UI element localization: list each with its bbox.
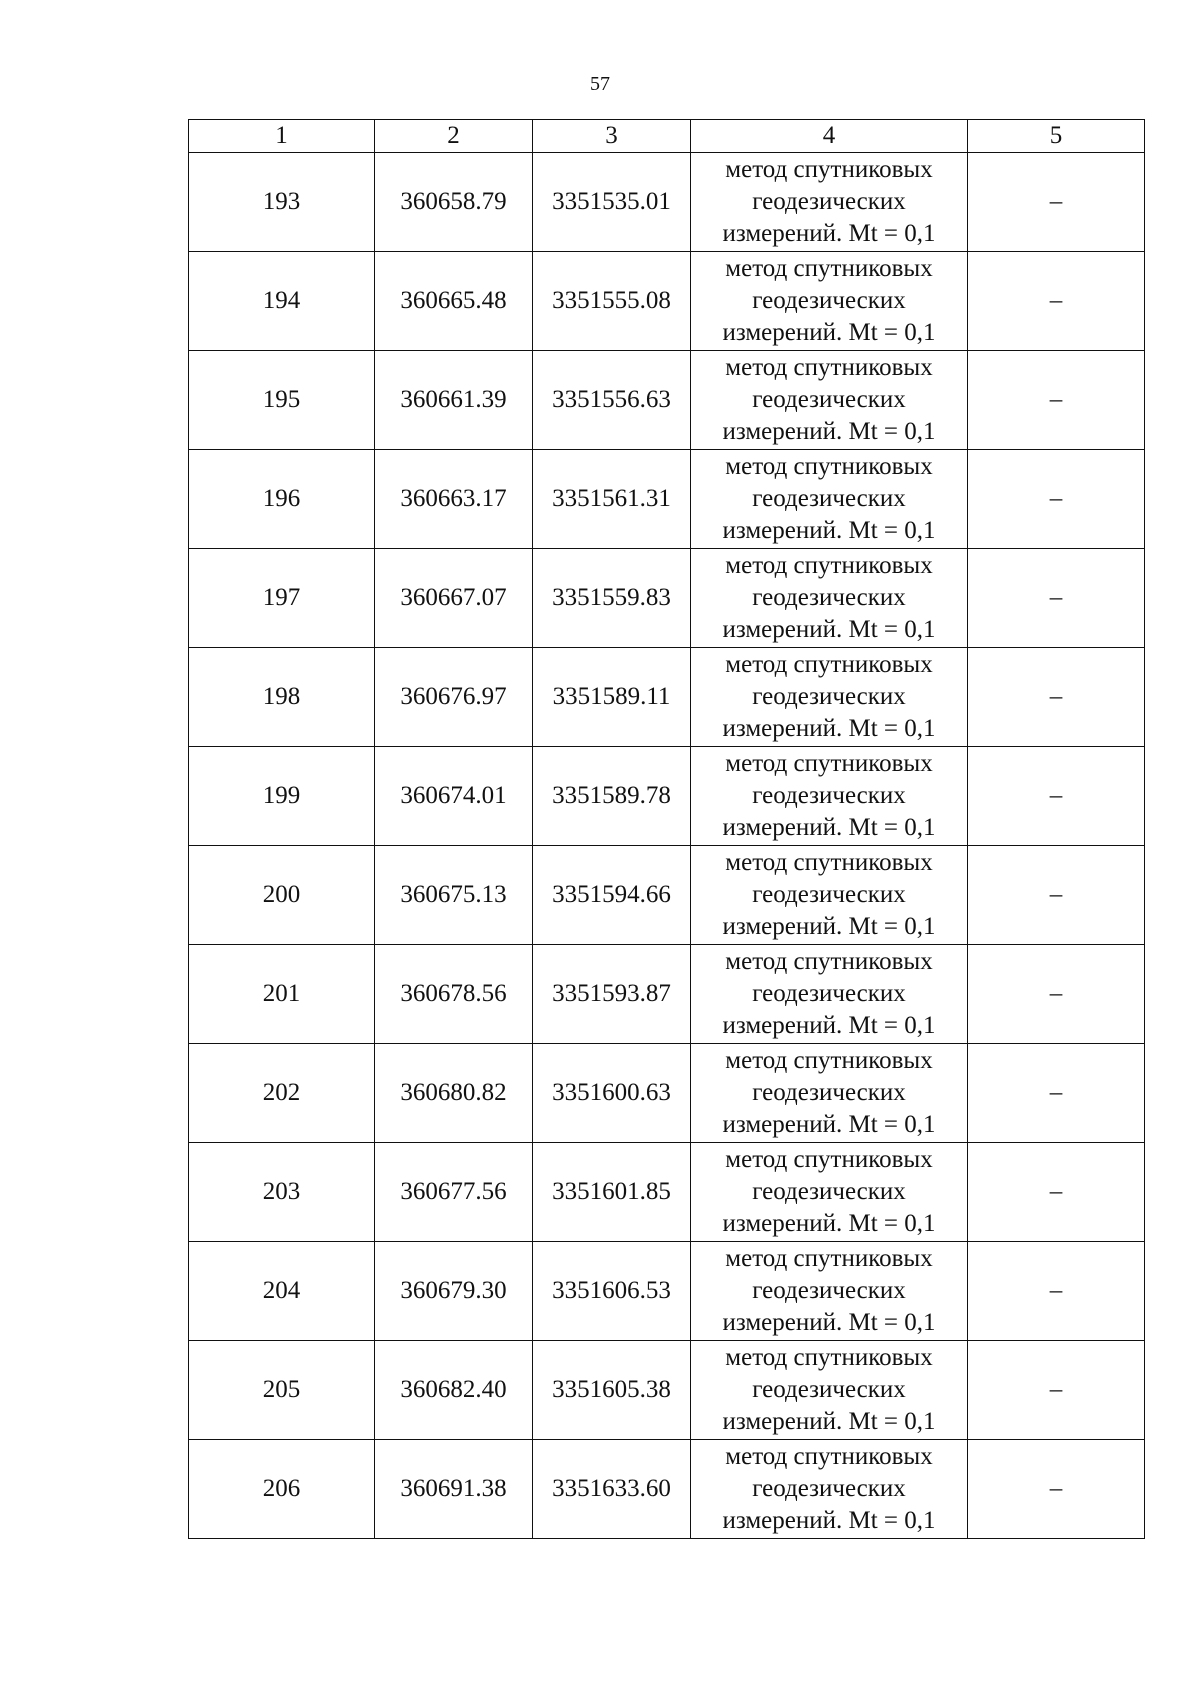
table-row <box>189 1440 1145 1539</box>
method-cell <box>691 1044 968 1143</box>
method-text-line: метод спутниковых <box>725 156 933 183</box>
note-cell: – <box>968 846 1145 945</box>
method-cell <box>691 1341 968 1440</box>
y-coordinate-cell: 3351589.11 <box>533 648 691 747</box>
point-number-cell: 205 <box>189 1341 375 1440</box>
method-text-line: геодезических <box>752 1178 906 1205</box>
y-coordinate-cell: 3351559.83 <box>533 549 691 648</box>
method-text-line: метод спутниковых <box>725 1443 933 1470</box>
note-cell: – <box>968 1341 1145 1440</box>
y-coordinate-cell: 3351633.60 <box>533 1440 691 1539</box>
method-text-line: метод спутниковых <box>725 1245 933 1272</box>
point-number-cell: 196 <box>189 450 375 549</box>
method-text-line: геодезических <box>752 782 906 809</box>
method-cell <box>691 1440 968 1539</box>
method-text-line: геодезических <box>752 584 906 611</box>
point-number-cell: 193 <box>189 153 375 252</box>
method-cell <box>691 1242 968 1341</box>
table-row <box>189 153 1145 252</box>
method-cell <box>691 549 968 648</box>
table-row <box>189 450 1145 549</box>
method-text-line: метод спутниковых <box>725 651 933 678</box>
coordinates-table <box>188 119 1145 1539</box>
table-row <box>189 1242 1145 1341</box>
header-col-3: 3 <box>533 120 691 153</box>
x-coordinate-cell: 360661.39 <box>375 351 533 450</box>
page-number: 57 <box>590 73 610 95</box>
note-cell: – <box>968 450 1145 549</box>
method-text-line: геодезических <box>752 485 906 512</box>
x-coordinate-cell: 360677.56 <box>375 1143 533 1242</box>
header-col-4: 4 <box>691 120 968 153</box>
x-coordinate-cell: 360675.13 <box>375 846 533 945</box>
method-text-line: геодезических <box>752 1277 906 1304</box>
point-number-cell: 204 <box>189 1242 375 1341</box>
method-cell <box>691 252 968 351</box>
table-row <box>189 1143 1145 1242</box>
header-row <box>189 120 1145 153</box>
point-number-cell: 194 <box>189 252 375 351</box>
x-coordinate-cell: 360665.48 <box>375 252 533 351</box>
x-coordinate-cell: 360691.38 <box>375 1440 533 1539</box>
method-text-line: метод спутниковых <box>725 552 933 579</box>
method-text-line: геодезических <box>752 980 906 1007</box>
y-coordinate-cell: 3351556.63 <box>533 351 691 450</box>
header-col-5: 5 <box>968 120 1145 153</box>
y-coordinate-cell: 3351605.38 <box>533 1341 691 1440</box>
y-coordinate-cell: 3351600.63 <box>533 1044 691 1143</box>
y-coordinate-cell: 3351601.85 <box>533 1143 691 1242</box>
x-coordinate-cell: 360676.97 <box>375 648 533 747</box>
method-text-line: измерений. Mt = 0,1 <box>722 814 936 841</box>
note-cell: – <box>968 648 1145 747</box>
method-text-line: геодезических <box>752 1475 906 1502</box>
note-cell: – <box>968 747 1145 846</box>
method-text-line: измерений. Mt = 0,1 <box>722 616 936 643</box>
point-number-cell: 198 <box>189 648 375 747</box>
point-number-cell: 202 <box>189 1044 375 1143</box>
note-cell: – <box>968 1044 1145 1143</box>
header-col-1: 1 <box>189 120 375 153</box>
point-number-cell: 200 <box>189 846 375 945</box>
x-coordinate-cell: 360674.01 <box>375 747 533 846</box>
method-cell <box>691 153 968 252</box>
table-header <box>189 120 1145 153</box>
method-text-line: метод спутниковых <box>725 1146 933 1173</box>
point-number-cell: 197 <box>189 549 375 648</box>
y-coordinate-cell: 3351606.53 <box>533 1242 691 1341</box>
table-row <box>189 747 1145 846</box>
method-text-line: измерений. Mt = 0,1 <box>722 1111 936 1138</box>
header-col-2: 2 <box>375 120 533 153</box>
x-coordinate-cell: 360680.82 <box>375 1044 533 1143</box>
table-body <box>189 153 1145 1539</box>
x-coordinate-cell: 360678.56 <box>375 945 533 1044</box>
table-row <box>189 945 1145 1044</box>
method-text-line: метод спутниковых <box>725 453 933 480</box>
method-text-line: измерений. Mt = 0,1 <box>722 418 936 445</box>
method-cell <box>691 1143 968 1242</box>
table-row <box>189 351 1145 450</box>
method-text-line: метод спутниковых <box>725 948 933 975</box>
note-cell: – <box>968 1440 1145 1539</box>
point-number-cell: 195 <box>189 351 375 450</box>
point-number-cell: 206 <box>189 1440 375 1539</box>
method-text-line: измерений. Mt = 0,1 <box>722 1012 936 1039</box>
point-number-cell: 203 <box>189 1143 375 1242</box>
method-text-line: геодезических <box>752 1079 906 1106</box>
y-coordinate-cell: 3351593.87 <box>533 945 691 1044</box>
method-text-line: метод спутниковых <box>725 255 933 282</box>
note-cell: – <box>968 153 1145 252</box>
table-row <box>189 549 1145 648</box>
table-row <box>189 1341 1145 1440</box>
method-text-line: измерений. Mt = 0,1 <box>722 220 936 247</box>
note-cell: – <box>968 945 1145 1044</box>
note-cell: – <box>968 351 1145 450</box>
y-coordinate-cell: 3351535.01 <box>533 153 691 252</box>
method-text-line: геодезических <box>752 386 906 413</box>
note-cell: – <box>968 1242 1145 1341</box>
method-text-line: измерений. Mt = 0,1 <box>722 715 936 742</box>
x-coordinate-cell: 360679.30 <box>375 1242 533 1341</box>
table-row <box>189 648 1145 747</box>
table-row <box>189 1044 1145 1143</box>
method-text-line: измерений. Mt = 0,1 <box>722 517 936 544</box>
method-cell <box>691 945 968 1044</box>
note-cell: – <box>968 1143 1145 1242</box>
method-text-line: метод спутниковых <box>725 1047 933 1074</box>
method-text-line: метод спутниковых <box>725 354 933 381</box>
method-text-line: измерений. Mt = 0,1 <box>722 1507 936 1534</box>
method-text-line: геодезических <box>752 683 906 710</box>
x-coordinate-cell: 360682.40 <box>375 1341 533 1440</box>
method-text-line: геодезических <box>752 881 906 908</box>
method-text-line: измерений. Mt = 0,1 <box>722 319 936 346</box>
method-text-line: геодезических <box>752 1376 906 1403</box>
method-cell <box>691 450 968 549</box>
table-row <box>189 252 1145 351</box>
method-cell <box>691 351 968 450</box>
method-text-line: метод спутниковых <box>725 750 933 777</box>
note-cell: – <box>968 252 1145 351</box>
point-number-cell: 199 <box>189 747 375 846</box>
table-row <box>189 846 1145 945</box>
x-coordinate-cell: 360667.07 <box>375 549 533 648</box>
x-coordinate-cell: 360663.17 <box>375 450 533 549</box>
method-text-line: геодезических <box>752 287 906 314</box>
method-text-line: измерений. Mt = 0,1 <box>722 1309 936 1336</box>
y-coordinate-cell: 3351561.31 <box>533 450 691 549</box>
method-cell <box>691 648 968 747</box>
method-text-line: метод спутниковых <box>725 849 933 876</box>
method-text-line: метод спутниковых <box>725 1344 933 1371</box>
method-text-line: геодезических <box>752 188 906 215</box>
y-coordinate-cell: 3351555.08 <box>533 252 691 351</box>
x-coordinate-cell: 360658.79 <box>375 153 533 252</box>
y-coordinate-cell: 3351589.78 <box>533 747 691 846</box>
method-text-line: измерений. Mt = 0,1 <box>722 913 936 940</box>
y-coordinate-cell: 3351594.66 <box>533 846 691 945</box>
note-cell: – <box>968 549 1145 648</box>
method-cell <box>691 747 968 846</box>
method-text-line: измерений. Mt = 0,1 <box>722 1408 936 1435</box>
point-number-cell: 201 <box>189 945 375 1044</box>
method-text-line: измерений. Mt = 0,1 <box>722 1210 936 1237</box>
method-cell <box>691 846 968 945</box>
